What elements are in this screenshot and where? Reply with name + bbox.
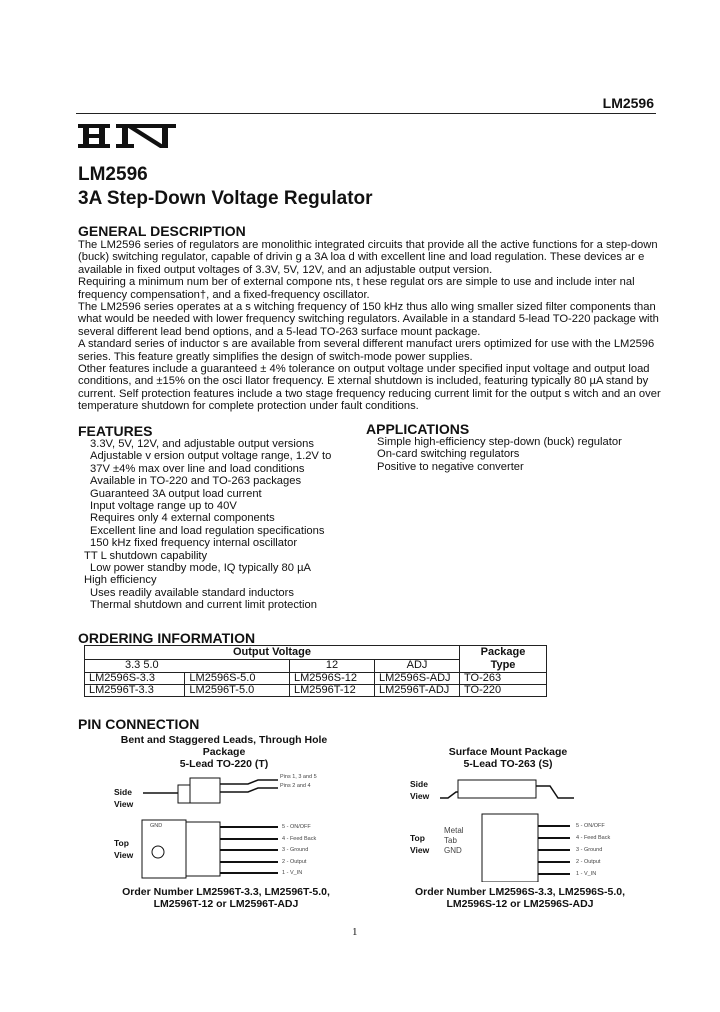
title-part: LM2596	[78, 164, 148, 185]
general-line: series. This feature greatly simplifies the design of switch-mode power supplies.	[78, 350, 473, 363]
general-line: Other features include a guaranteed ± 4% tolerance on output voltage under specified input voltage and output load	[78, 363, 650, 376]
features-heading: FEATURES	[78, 423, 153, 439]
feature-item: Guaranteed 3A output load current	[90, 487, 262, 500]
voltage-12-subheader: 12	[290, 659, 375, 673]
order-line: Order Number LM2596S-3.3, LM2596S-5.0,	[414, 886, 626, 898]
fixed-voltage-subheader: 3.3 5.0	[85, 659, 290, 673]
label-line: Side	[114, 787, 132, 797]
order-line: Order Number LM2596T-3.3, LM2596T-5.0,	[122, 886, 330, 898]
to220-pin-label: 3 - Ground	[282, 847, 309, 853]
to220-side-pin-label: Pins 1, 3 and 5	[280, 774, 317, 780]
applications-heading: APPLICATIONS	[366, 421, 470, 437]
application-item: Simple high-efficiency step-down (buck) regulator	[377, 436, 622, 448]
general-line: A standard series of inductor s are available from several different manufact urers optimized for use with the LM2596	[78, 338, 655, 351]
package-type-header	[460, 646, 547, 673]
voltage-adj-subheader: ADJ	[375, 659, 460, 673]
metal-tab-label	[444, 826, 464, 856]
table-cell: TO-220	[460, 685, 547, 697]
to220-side-pin-label: Pins 2 and 4	[280, 783, 311, 789]
feature-item: Available in TO-220 and TO-263 packages	[90, 475, 302, 488]
to263-pin-label: 5 - ON/OFF	[576, 823, 605, 829]
to220-caption-line: Bent and Staggered Leads, Through Hole	[120, 734, 328, 746]
general-line: Requiring a minimum num ber of external compone nts, t hese regulat ors are simple to use and include inter nal	[78, 276, 635, 289]
to263-pin-label: 3 - Ground	[576, 847, 603, 853]
table-cell: LM2596T-12	[290, 685, 375, 697]
header-part-number: LM2596	[602, 95, 654, 111]
to220-top-label	[114, 837, 133, 861]
table-cell: LM2596T-3.3	[85, 685, 185, 697]
general-heading: GENERAL DESCRIPTION	[78, 223, 246, 239]
company-logo	[78, 122, 178, 155]
feature-item: Requires only 4 external components	[90, 512, 275, 525]
to263-caption	[420, 746, 596, 770]
type-label: Type	[490, 659, 516, 671]
table-cell: TO-263	[460, 673, 547, 685]
to263-order-number	[400, 886, 640, 910]
general-line: several different lead bend options, and a 5-lead TO-263 surface mount package.	[78, 325, 481, 338]
header-divider	[76, 113, 656, 114]
general-line: (buck) switching regulator, capable of drivin g a 3A loa d with excellent line and load regulation. These devices ar e	[78, 251, 645, 264]
ordering-table	[84, 645, 547, 697]
general-line: The LM2596 series of regulators are monolithic integrated circuits that provide all the active functions for a step-down	[78, 239, 658, 251]
to220-pin-label: 1 - V_IN	[282, 870, 303, 876]
feature-item: 3.3V, 5V, 12V, and adjustable output versions	[90, 438, 314, 450]
general-line: The LM2596 series operates at a s witching frequency of 150 kHz thus allo wing smaller sized filter components than	[78, 301, 656, 314]
general-line: temperature shutdown for complete protection under fault conditions.	[78, 400, 419, 413]
feature-item: 37V ±4% max over line and load conditions	[90, 462, 305, 475]
label-line: Tab	[444, 836, 457, 845]
table-cell: LM2596T-5.0	[185, 685, 290, 697]
to220-pin-label: 4 - Feed Back	[282, 836, 317, 842]
table-cell: LM2596S-12	[290, 673, 375, 685]
features-list	[84, 438, 331, 612]
feature-item: 150 kHz fixed frequency internal oscillator	[90, 537, 298, 550]
order-line: LM2596S-12 or LM2596S-ADJ	[446, 898, 594, 910]
label-line: View	[410, 845, 430, 855]
to220-caption	[112, 734, 336, 770]
general-line: available in fixed output voltages of 3.3V, 5V, 12V, and an adjustable output version.	[78, 263, 493, 276]
table-cell: LM2596S-5.0	[185, 673, 290, 685]
label-line: View	[114, 799, 134, 809]
to220-pin-label: 2 - Output	[282, 859, 307, 865]
to220-order-number	[106, 886, 346, 910]
feature-item: Adjustable v ersion output voltage range, 1.2V to	[90, 450, 332, 463]
feature-item: Uses readily available standard inductors	[90, 586, 294, 599]
table-row	[85, 685, 547, 697]
to220-side-label	[114, 786, 133, 810]
feature-item: Input voltage range up to 40V	[90, 500, 237, 513]
label-line: Top	[114, 838, 129, 848]
general-line: frequency compensation†, and a fixed-frequency oscillator.	[78, 288, 370, 301]
output-voltage-header: Output Voltage	[85, 646, 460, 660]
applications-list	[377, 436, 622, 473]
to263-top-label	[410, 832, 429, 856]
order-line: LM2596T-12 or LM2596T-ADJ	[153, 898, 299, 910]
title-subtitle: 3A Step-Down Voltage Regulator	[78, 188, 373, 209]
label-line: GND	[444, 846, 462, 855]
label-line: Side	[410, 779, 428, 789]
ordering-heading: ORDERING INFORMATION	[78, 630, 256, 646]
label-line: Metal	[444, 826, 464, 835]
feature-item: TT L shutdown capability	[84, 549, 208, 562]
general-line: conditions, and ±15% on the osci llator frequency. E xternal shutdown is included, featuring typically 80 µA stand by	[78, 375, 649, 388]
table-cell: LM2596T-ADJ	[375, 685, 460, 697]
feature-item: Low power standby mode, IQ typically 80 µA	[90, 562, 311, 575]
to220-caption-line: 5-Lead TO-220 (T)	[179, 758, 269, 770]
to220-gnd-label: GND	[150, 823, 163, 829]
to263-pin-label: 4 - Feed Back	[576, 835, 611, 841]
feature-item: High efficiency	[84, 574, 157, 587]
general-description	[78, 239, 661, 413]
table-cell: LM2596S-3.3	[85, 673, 185, 685]
to263-pin-label: 2 - Output	[576, 859, 601, 865]
to263-caption-line: 5-Lead TO-263 (S)	[463, 758, 553, 770]
package-label: Package	[480, 646, 526, 658]
application-item: On-card switching regulators	[377, 448, 520, 461]
label-line: View	[114, 850, 134, 860]
general-line: what would be needed with lower frequency switching regulators. Available in a standard 5-lead TO-220 package with	[78, 313, 659, 326]
to220-pin-label: 5 - ON/OFF	[282, 824, 311, 830]
page-number: 1	[352, 926, 358, 938]
application-item: Positive to negative converter	[377, 460, 524, 473]
feature-item: Excellent line and load regulation specifications	[90, 524, 325, 537]
to263-pin-label: 1 - V_IN	[576, 871, 597, 877]
table-cell: LM2596S-ADJ	[375, 673, 460, 685]
label-line: View	[410, 791, 430, 801]
to263-side-label	[410, 778, 429, 802]
label-line: Top	[410, 833, 425, 843]
to220-caption-line: Package	[202, 746, 246, 758]
to263-caption-line: Surface Mount Package	[448, 746, 568, 758]
pin-heading: PIN CONNECTION	[78, 716, 200, 732]
feature-item: Thermal shutdown and current limit protection	[90, 599, 317, 612]
general-line: current. Self protection features include a two stage frequency reducing current limit for the output s witch and an over	[78, 387, 661, 400]
table-row	[85, 673, 547, 685]
